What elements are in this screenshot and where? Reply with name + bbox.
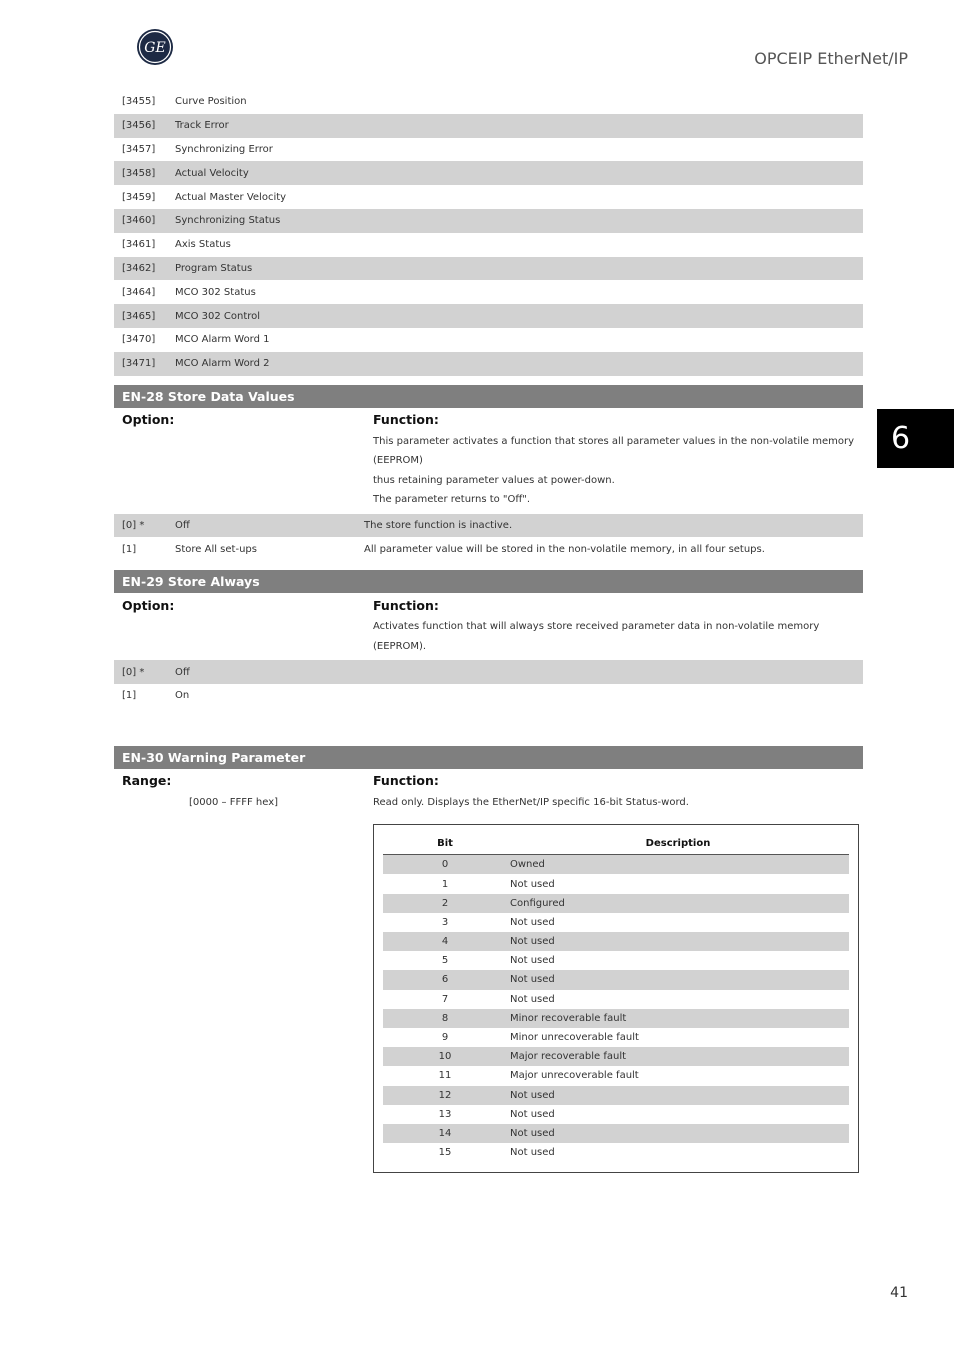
range-label: Range: (122, 773, 172, 789)
table-row (383, 894, 849, 913)
en29-description (373, 617, 863, 660)
table-row (383, 1047, 849, 1066)
page-content (114, 90, 863, 1173)
param-name: Synchronizing Error (175, 143, 273, 155)
param-id: [3461] (122, 239, 156, 251)
table-row (383, 1009, 849, 1028)
param-name: MCO Alarm Word 1 (175, 334, 270, 346)
table-row (383, 990, 849, 1009)
description-column-header: Description (645, 838, 711, 850)
param-id: [3455] (122, 96, 156, 108)
option-code: [0] * (122, 666, 145, 678)
bit-number: 11 (438, 1070, 452, 1082)
bit-description: Not used (510, 974, 555, 986)
param-name: Track Error (175, 120, 229, 132)
bit-description: Major unrecoverable fault (510, 1070, 639, 1082)
table-row (114, 233, 863, 257)
param-id: [3457] (122, 143, 156, 155)
param-id: [3456] (122, 120, 156, 132)
bit-number: 3 (441, 916, 449, 928)
bit-description: Owned (510, 859, 545, 871)
table-row (114, 209, 863, 233)
section-heading-en28: EN-28 Store Data Values (114, 385, 863, 408)
table-row (114, 138, 863, 162)
bit-number: 7 (441, 993, 449, 1005)
bit-number: 13 (438, 1108, 452, 1120)
option-code: [1] (122, 543, 137, 555)
table-row (383, 970, 849, 989)
param-name: MCO 302 Status (175, 286, 256, 298)
chapter-tab[interactable]: 6 (877, 409, 954, 468)
description-text: Read only. Displays the EtherNet/IP specific 16-bit Status-word. (373, 796, 689, 808)
param-id: [3471] (122, 358, 156, 370)
bit-description: Not used (510, 1127, 555, 1139)
table-row (114, 328, 863, 352)
bit-column-header: Bit (437, 838, 453, 850)
bit-description: Not used (510, 1108, 555, 1120)
option-label: Option: (122, 597, 175, 613)
table-row (383, 1105, 849, 1124)
table-row (114, 352, 863, 376)
param-id: [3460] (122, 215, 156, 227)
table-header (383, 833, 849, 855)
bit-description: Not used (510, 936, 555, 948)
param-name: Actual Master Velocity (175, 191, 287, 203)
description-text: Activates function that will always store received parameter data in non-volatile memory (EEPROM). (373, 621, 820, 652)
param-name: Actual Velocity (175, 167, 249, 179)
param-id: [3458] (122, 167, 156, 179)
bit-number: 4 (441, 936, 449, 948)
table-row (114, 304, 863, 328)
option-function-header (114, 593, 863, 617)
table-row (383, 951, 849, 970)
param-name: MCO 302 Control (175, 310, 261, 322)
param-name: Program Status (175, 262, 253, 274)
option-code: [1] (122, 690, 137, 702)
function-label: Function: (373, 597, 439, 613)
description-text: This parameter activates a function that stores all parameter values in the non-volatile memory (EEPROM) (373, 435, 855, 467)
table-row (383, 913, 849, 932)
option-label: Option: (122, 412, 175, 428)
bit-description: Not used (510, 1147, 555, 1159)
range-value: [0000 – FFFF hex] (189, 796, 279, 808)
table-row (383, 874, 849, 893)
table-row (114, 90, 863, 114)
param-name: Axis Status (175, 239, 231, 251)
range-function-header (114, 769, 863, 793)
table-row (114, 280, 863, 304)
ge-logo-icon (136, 28, 174, 66)
bit-description: Not used (510, 878, 555, 890)
description-text: The parameter returns to "Off". (373, 494, 531, 506)
bit-number: 0 (441, 859, 449, 871)
option-name: Off (175, 666, 190, 678)
bit-description: Not used (510, 1089, 555, 1101)
table-row (114, 161, 863, 185)
bit-number: 15 (438, 1147, 452, 1159)
parameter-list (114, 90, 863, 376)
function-label: Function: (373, 773, 439, 789)
table-row (114, 185, 863, 209)
bit-number: 8 (441, 1012, 449, 1024)
option-name: On (175, 690, 190, 702)
param-id: [3464] (122, 286, 156, 298)
table-row (383, 1066, 849, 1085)
bit-number: 14 (438, 1127, 452, 1139)
bit-description: Minor recoverable fault (510, 1012, 627, 1024)
bit-description: Not used (510, 916, 555, 928)
en28-description (373, 432, 863, 514)
bit-description: Major recoverable fault (510, 1051, 627, 1063)
table-row (383, 855, 849, 874)
bit-description: Minor unrecoverable fault (510, 1032, 639, 1044)
param-id: [3465] (122, 310, 156, 322)
param-name: MCO Alarm Word 2 (175, 358, 270, 370)
table-row (114, 257, 863, 281)
option-row (114, 684, 863, 708)
bit-description: Not used (510, 955, 555, 967)
param-id: [3470] (122, 334, 156, 346)
bit-number: 6 (441, 974, 449, 986)
option-function-header (114, 408, 863, 432)
bit-number: 2 (441, 897, 449, 909)
bit-number: 1 (441, 878, 449, 890)
table-row (383, 1143, 849, 1162)
param-id: [3462] (122, 262, 156, 274)
section-heading-en30: EN-30 Warning Parameter (114, 746, 863, 769)
option-function: All parameter value will be stored in the non-volatile memory, in all four setups. (364, 543, 765, 555)
option-row (114, 660, 863, 684)
option-function: The store function is inactive. (364, 519, 513, 531)
table-row (383, 1028, 849, 1047)
param-name: Curve Position (175, 96, 247, 108)
bit-number: 10 (438, 1051, 452, 1063)
bit-description: Configured (510, 897, 565, 909)
document-title: OPCEIP EtherNet/IP (754, 49, 908, 68)
option-code: [0] * (122, 519, 145, 531)
bit-number: 9 (441, 1032, 449, 1044)
function-label: Function: (373, 412, 439, 428)
table-row (114, 114, 863, 138)
option-name: Store All set-ups (175, 543, 257, 555)
option-row (114, 514, 863, 538)
option-name: Off (175, 519, 190, 531)
table-row (383, 932, 849, 951)
table-row (383, 1086, 849, 1105)
bit-number: 12 (438, 1089, 452, 1101)
section-heading-en29: EN-29 Store Always (114, 570, 863, 593)
param-name: Synchronizing Status (175, 215, 281, 227)
description-text: thus retaining parameter values at power-down. (373, 474, 615, 486)
table-row (383, 1124, 849, 1143)
option-row (114, 537, 863, 561)
status-word-table (373, 824, 859, 1173)
param-id: [3459] (122, 191, 156, 203)
bit-number: 5 (441, 955, 449, 967)
bit-description: Not used (510, 993, 555, 1005)
page-number: 41 (890, 1285, 908, 1301)
en30-description (373, 793, 863, 817)
svg-text:GE: GE (144, 40, 166, 56)
